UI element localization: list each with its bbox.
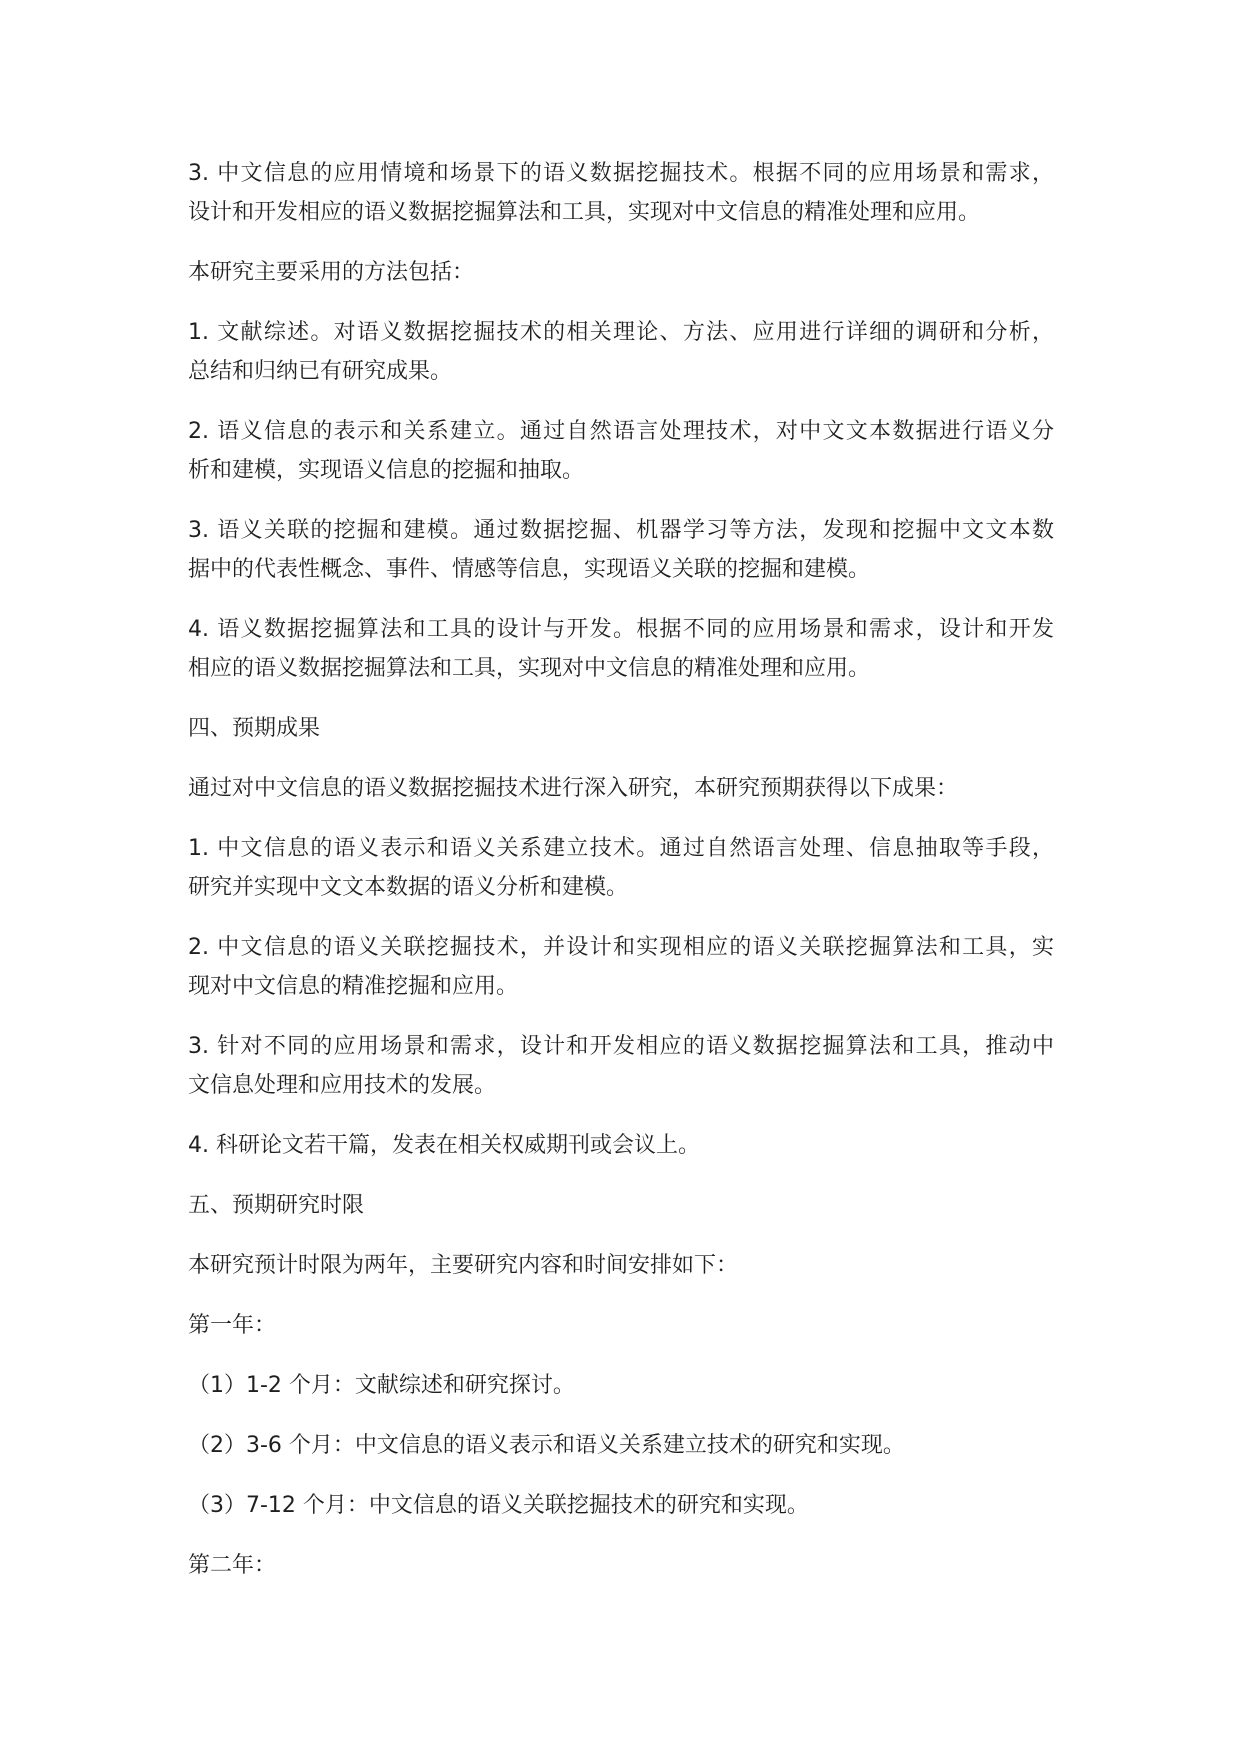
paragraph-line: 3. 中文信息的应用情境和场景下的语义数据挖掘技术。根据不同的应用场景和需求， <box>188 161 1054 186</box>
year-1-label <box>188 1306 1054 1345</box>
result-item-4 <box>188 1126 1054 1165</box>
paragraph-line: 4. 语义数据挖掘算法和工具的设计与开发。根据不同的应用场景和需求，设计和开发 <box>188 617 1054 642</box>
paragraph-line: 本研究预计时限为两年，主要研究内容和时间安排如下： <box>188 1253 739 1278</box>
paragraph-line: 据中的代表性概念、事件、情感等信息，实现语义关联的挖掘和建模。 <box>188 557 871 582</box>
method-item-2 <box>188 412 1054 490</box>
paragraph-line: 现对中文信息的精准挖掘和应用。 <box>188 974 519 999</box>
result-item-2 <box>188 928 1054 1006</box>
methods-intro <box>188 253 1054 292</box>
paragraph-line: 1. 中文信息的语义表示和语义关系建立技术。通过自然语言处理、信息抽取等手段， <box>188 836 1054 861</box>
section-heading: 五、预期研究时限 <box>188 1193 365 1218</box>
paragraph-line: 设计和开发相应的语义数据挖掘算法和工具，实现对中文信息的精准处理和应用。 <box>188 200 981 225</box>
paragraph-line: 析和建模，实现语义信息的挖掘和抽取。 <box>188 458 585 483</box>
year-1-item-1 <box>188 1366 1054 1405</box>
paragraph-line: 3. 针对不同的应用场景和需求，设计和开发相应的语义数据挖掘算法和工具，推动中 <box>188 1034 1054 1059</box>
year-2-label <box>188 1546 1054 1585</box>
expected-results-intro <box>188 769 1054 808</box>
paragraph-line: （2）3-6 个月：中文信息的语义表示和语义关系建立技术的研究和实现。 <box>188 1433 905 1458</box>
result-item-1 <box>188 829 1054 907</box>
research-period-intro <box>188 1246 1054 1285</box>
paragraph-line: 第一年： <box>188 1313 277 1338</box>
year-1-item-3 <box>188 1486 1054 1525</box>
result-item-3 <box>188 1027 1054 1105</box>
paragraph-line: 2. 语义信息的表示和关系建立。通过自然语言处理技术，对中文文本数据进行语义分 <box>188 419 1054 444</box>
paragraph-line: 通过对中文信息的语义数据挖掘技术进行深入研究，本研究预期获得以下成果： <box>188 776 959 801</box>
paragraph-line: 相应的语义数据挖掘算法和工具，实现对中文信息的精准处理和应用。 <box>188 656 871 681</box>
paragraph-line: 总结和归纳已有研究成果。 <box>188 359 453 384</box>
paragraph-line: 研究并实现中文文本数据的语义分析和建模。 <box>188 875 629 900</box>
paragraph-line: （3）7-12 个月：中文信息的语义关联挖掘技术的研究和实现。 <box>188 1493 809 1518</box>
document-body <box>188 154 1054 1606</box>
section-heading-research-period <box>188 1186 1054 1225</box>
paragraph-line: 文信息处理和应用技术的发展。 <box>188 1073 497 1098</box>
section-heading: 四、预期成果 <box>188 716 321 741</box>
paragraph-line: 第二年： <box>188 1553 277 1578</box>
paragraph-line: 3. 语义关联的挖掘和建模。通过数据挖掘、机器学习等方法，发现和挖掘中文文本数 <box>188 518 1054 543</box>
paragraph-line: 2. 中文信息的语义关联挖掘技术，并设计和实现相应的语义关联挖掘算法和工具，实 <box>188 935 1054 960</box>
research-content-item-3 <box>188 154 1054 232</box>
method-item-3 <box>188 511 1054 589</box>
paragraph-line: （1）1-2 个月：文献综述和研究探讨。 <box>188 1373 575 1398</box>
paragraph-line: 本研究主要采用的方法包括： <box>188 260 475 285</box>
paragraph-line: 4. 科研论文若干篇，发表在相关权威期刊或会议上。 <box>188 1133 700 1158</box>
method-item-1 <box>188 313 1054 391</box>
paragraph-line: 1. 文献综述。对语义数据挖掘技术的相关理论、方法、应用进行详细的调研和分析， <box>188 320 1054 345</box>
method-item-4 <box>188 610 1054 688</box>
section-heading-expected-results <box>188 709 1054 748</box>
year-1-item-2 <box>188 1426 1054 1465</box>
